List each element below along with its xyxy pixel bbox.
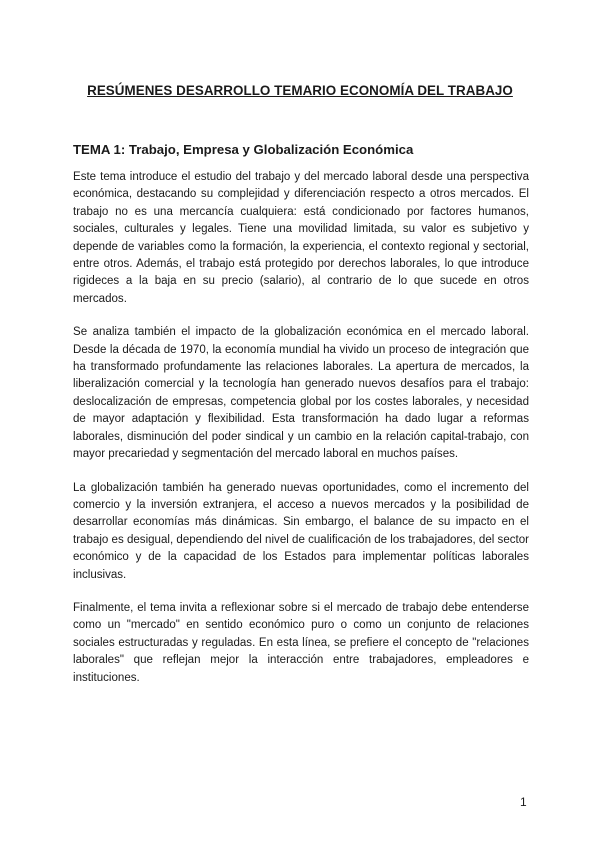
section-heading: TEMA 1: Trabajo, Empresa y Globalización Económica: [73, 142, 414, 157]
document-title: RESÚMENES DESARROLLO TEMARIO ECONOMÍA DEL TRABAJO: [87, 83, 513, 98]
section-body: [73, 169, 529, 703]
paragraph: La globalización también ha generado nuevas oportunidades, como el incremento del comercio y la inversión extranjera, el acceso a nuevos mercados y la posibilidad de desarrollar economías más dinámicas. Sin embargo, el balance de su impacto en el trabajo es desigual, dependiendo del nivel de cualificación de los trabajadores, del sector económico y de la capacidad de los Estados para implementar políticas laborales inclusivas.: [73, 481, 529, 581]
page-number: 1: [520, 795, 527, 809]
paragraph: Este tema introduce el estudio del trabajo y del mercado laboral desde una perspectiva económica, destacando su complejidad y diferenciación respecto a otros mercados. El trabajo no es una mercancía cualquiera: está condicionado por factores humanos, sociales, culturales y legales. Tiene una movilidad limitada, su valor es subjetivo y depende de variables como la formación, la experiencia, el contexto regional y sectorial, entre otros. Además, el trabajo está protegido por derechos laborales, lo que introduce rigideces a la baja en su precio (salario), al contrario de lo que sucede en otros mercados.: [73, 171, 529, 305]
paragraph: Se analiza también el impacto de la globalización económica en el mercado laboral. Desde la década de 1970, la economía mundial ha vivido un proceso de integración que ha transformado profundamente las relaciones laborales. La apertura de mercados, la liberalización comercial y la tecnología han generado nuevos desafíos para el trabajo: deslocalización de empresas, competencia global por los costes laborales, y necesidad de mayor adaptación y flexibilidad. Esta transformación ha dado lugar a reformas laborales, disminución del poder sindical y un cambio en la relación capital-trabajo, con mayor precariedad y segmentación del mercado laboral en muchos países.: [73, 326, 529, 461]
paragraph: Finalmente, el tema invita a reflexionar sobre si el mercado de trabajo debe entenderse como un "mercado" en sentido económico puro o como un conjunto de relaciones sociales estructuradas y reguladas. En esta línea, se prefiere el concepto de "relaciones laborales" que reflejan mejor la interacción entre trabajadores, empleadores e instituciones.: [73, 601, 529, 684]
